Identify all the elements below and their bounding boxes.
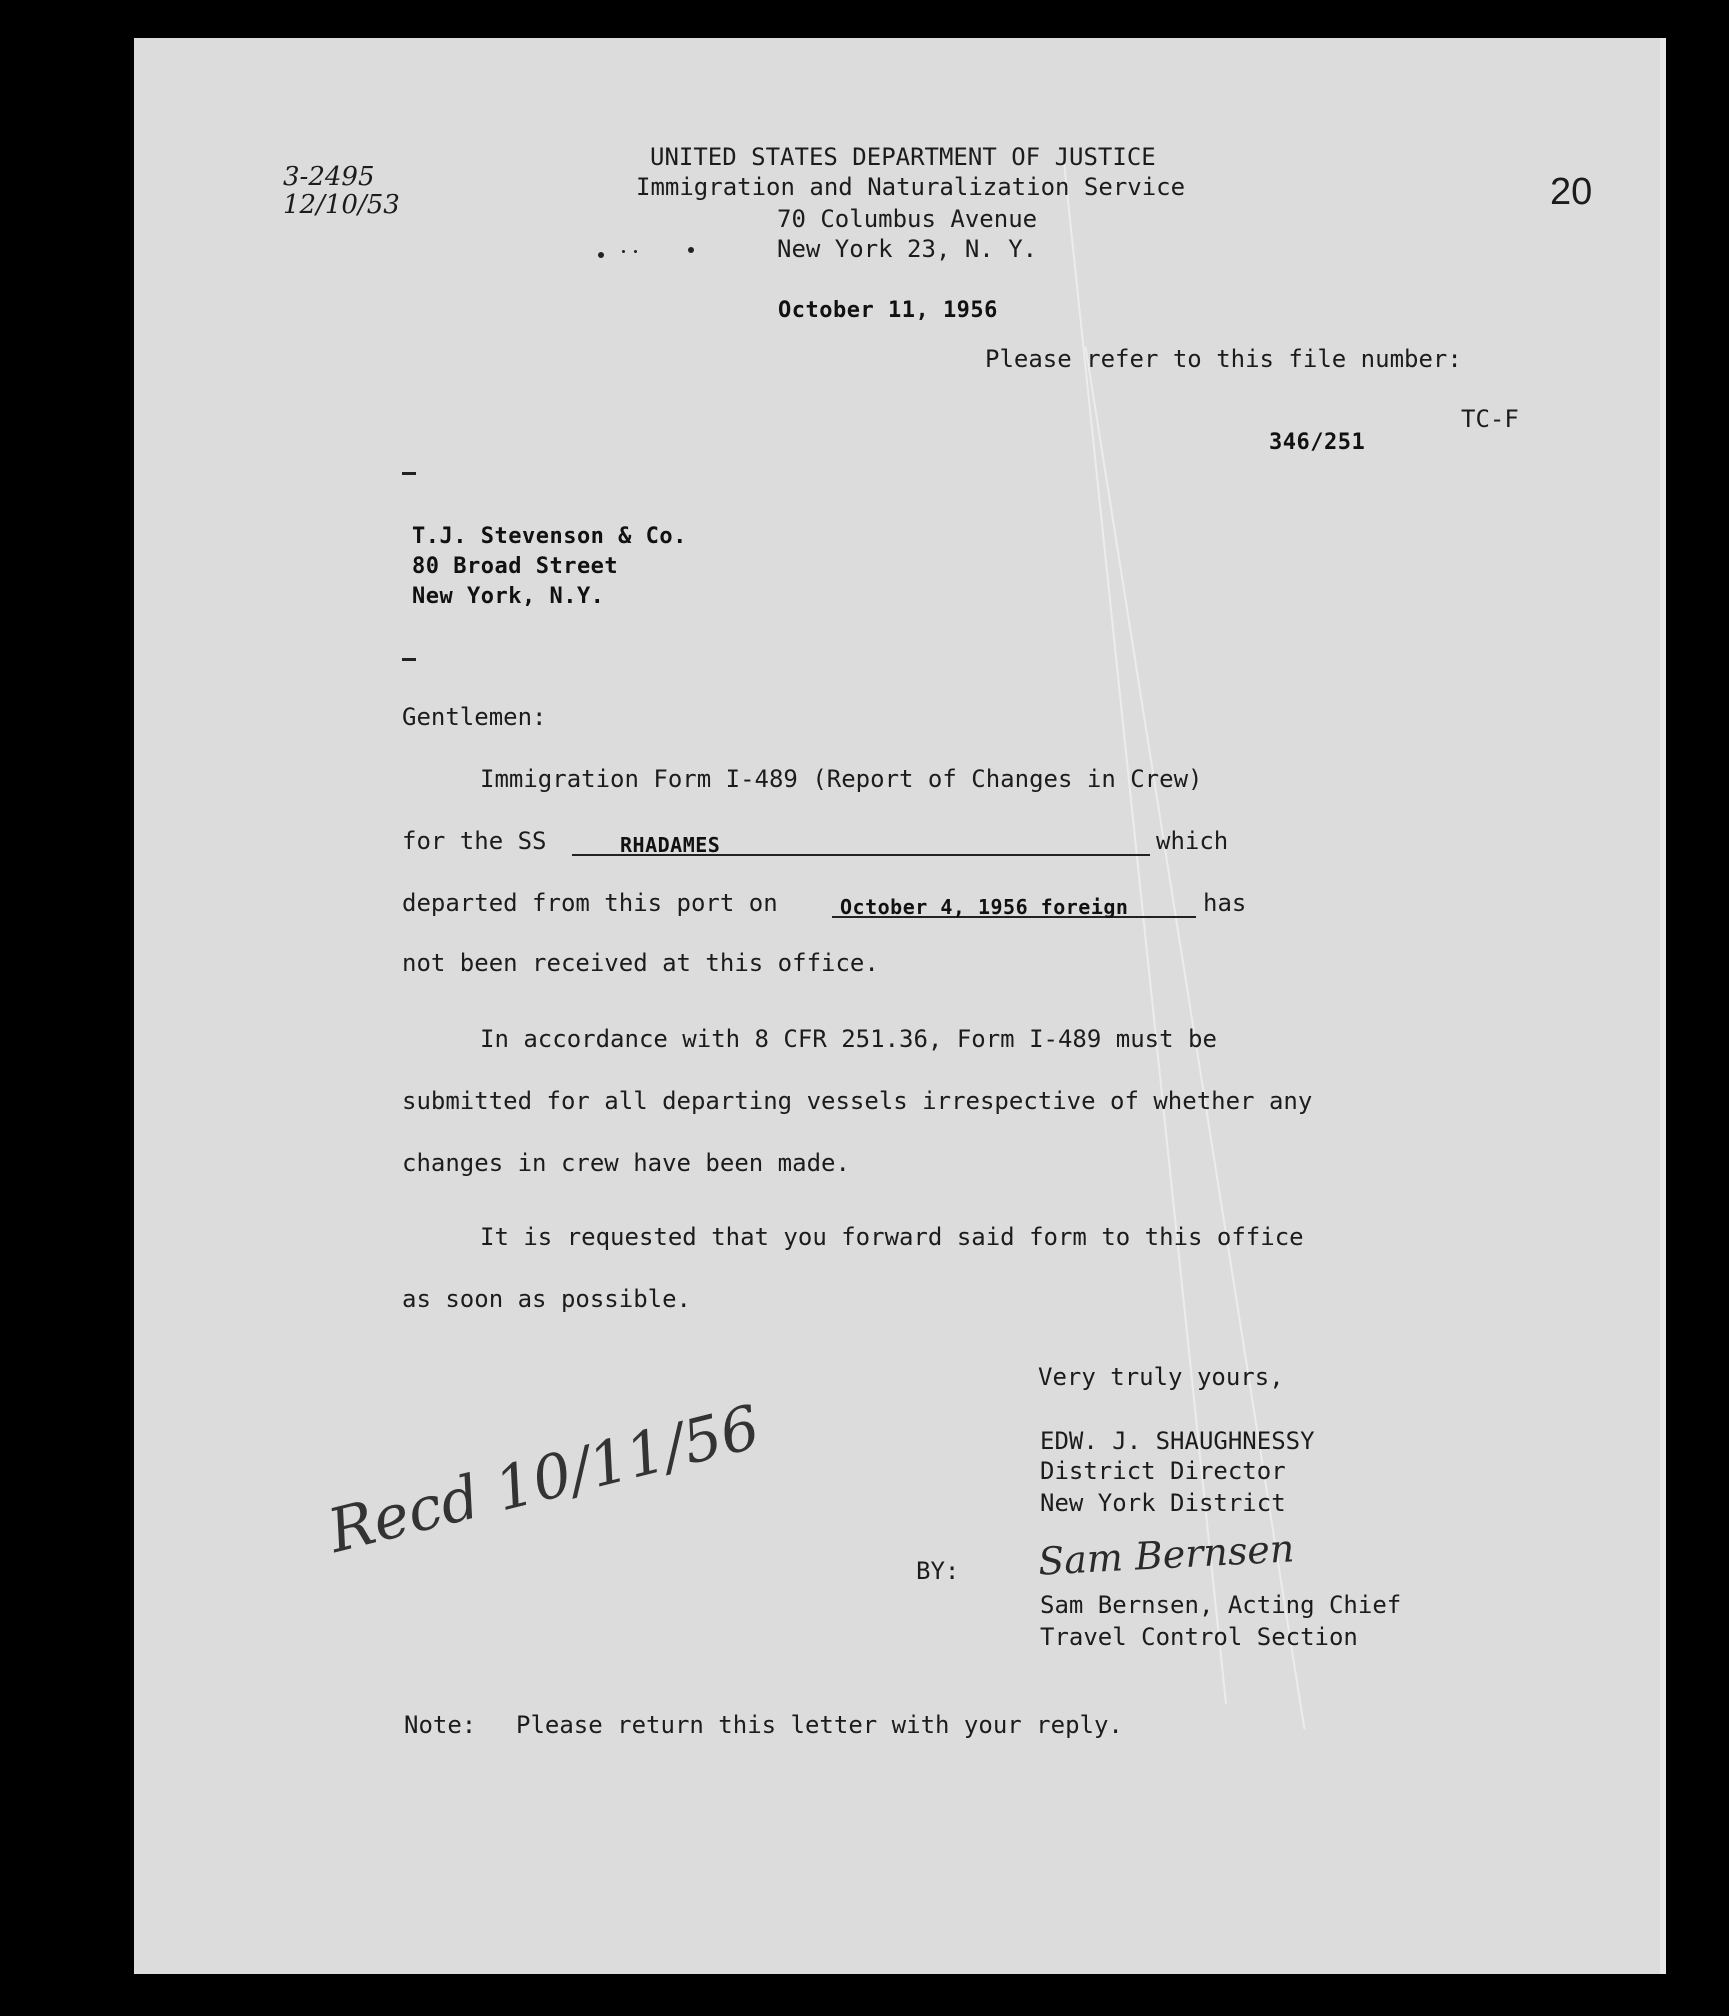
- signer-section: Travel Control Section: [1040, 1623, 1358, 1651]
- addressee-city: New York, N.Y.: [412, 584, 605, 609]
- handwritten-received-note: Recd 10/11/56: [321, 1392, 767, 1567]
- code-label: TC-F: [1461, 405, 1519, 433]
- addressee-street: 80 Broad Street: [412, 554, 619, 579]
- vessel-name: RHADAMES: [620, 833, 721, 857]
- mark-dot: [634, 250, 637, 253]
- margin-dash: [402, 658, 416, 661]
- page-number: 20: [1550, 171, 1593, 213]
- body-line-3-suffix: has: [1203, 889, 1247, 917]
- page-edge: [1660, 38, 1666, 1974]
- body-line-2-prefix: for the SS: [402, 827, 547, 855]
- letterhead-city: New York 23, N. Y.: [777, 235, 1038, 263]
- mark-dot: [688, 247, 694, 253]
- letterhead-service: Immigration and Naturalization Service: [636, 173, 1186, 201]
- signer-name: Sam Bernsen, Acting Chief: [1040, 1591, 1402, 1619]
- letterhead-department: UNITED STATES DEPARTMENT OF JUSTICE: [650, 143, 1156, 171]
- body-line-1: Immigration Form I-489 (Report of Changes in Crew): [480, 765, 1203, 793]
- refer-label: Please refer to this file number:: [985, 345, 1462, 373]
- note-text: Please return this letter with your reply.: [516, 1711, 1123, 1739]
- body-para2-line2: submitted for all departing vessels irrespective of whether any: [402, 1087, 1313, 1115]
- salutation: Gentlemen:: [402, 703, 547, 731]
- addressee-name: T.J. Stevenson & Co.: [412, 524, 687, 549]
- handwritten-signature: Sam Bernsen: [1037, 1526, 1296, 1584]
- body-line-3-prefix: departed from this port on: [402, 889, 778, 917]
- body-para2-line1: In accordance with 8 CFR 251.36, Form I-489 must be: [480, 1025, 1217, 1053]
- body-line-2-suffix: which: [1156, 827, 1229, 855]
- by-label: BY:: [916, 1557, 960, 1585]
- signatory-district: New York District: [1040, 1489, 1286, 1517]
- mark-dot: [598, 252, 604, 258]
- note-label: Note:: [404, 1711, 477, 1739]
- file-number: 346/251: [1269, 430, 1366, 455]
- mark-dot: [622, 250, 625, 253]
- body-para3-line2: as soon as possible.: [402, 1285, 691, 1313]
- valediction: Very truly yours,: [1038, 1363, 1284, 1391]
- signatory-name: EDW. J. SHAUGHNESSY: [1040, 1427, 1315, 1455]
- file-ref-number: 3-2495: [283, 162, 375, 192]
- date-stamp: October 11, 1956: [778, 298, 998, 323]
- departure-date: October 4, 1956 foreign: [840, 895, 1129, 919]
- signatory-title: District Director: [1040, 1457, 1286, 1485]
- file-ref-date: 12/10/53: [283, 190, 400, 220]
- letterhead-street: 70 Columbus Avenue: [777, 205, 1038, 233]
- body-para2-line3: changes in crew have been made.: [402, 1149, 850, 1177]
- letter-page: [134, 38, 1666, 1974]
- body-line-4: not been received at this office.: [402, 949, 879, 977]
- margin-dash: [402, 472, 416, 475]
- body-para3-line1: It is requested that you forward said form to this office: [480, 1223, 1304, 1251]
